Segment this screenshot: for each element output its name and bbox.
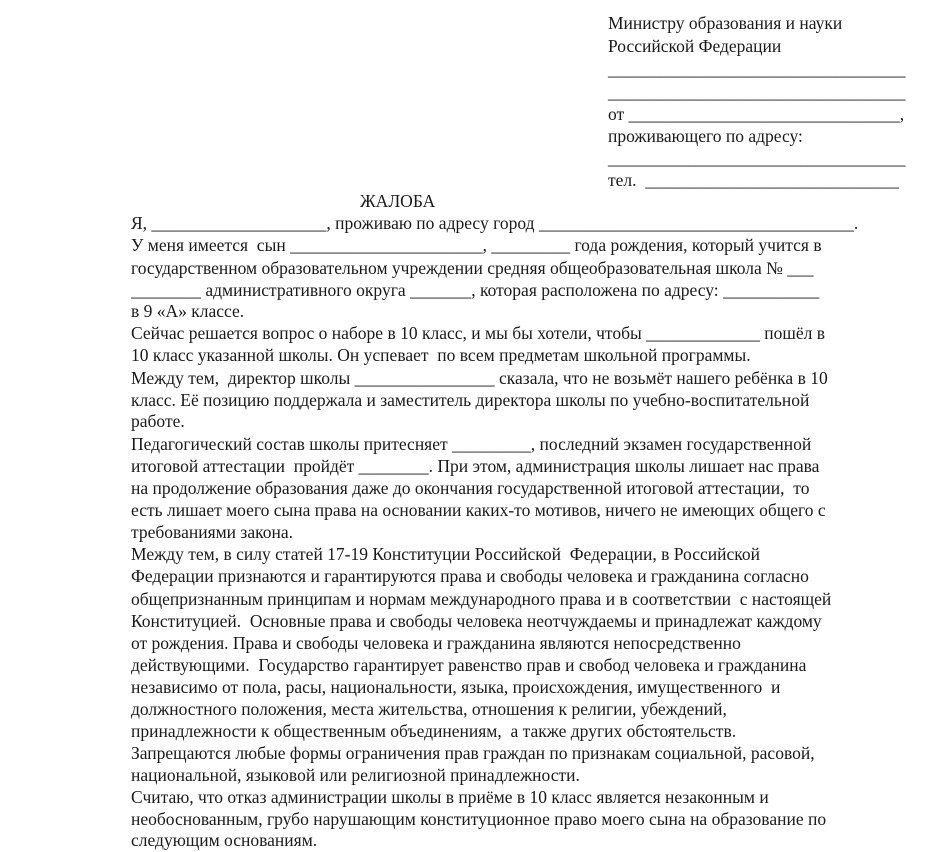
sender-address-blank: __________________________________ — [608, 148, 906, 168]
body-line: от рождения. Права и свободы человека и гражданина являются непосредственно — [131, 633, 741, 653]
body-line: действующими. Государство гарантирует равенство прав и свобод человека и гражданина — [131, 655, 807, 675]
body-line: 10 класс указанной школы. Он успевает по всем предметам школьной программы. — [131, 345, 751, 365]
body-line: необоснованным, грубо нарушающим конституционное право моего сына на образование по — [131, 809, 827, 829]
body-line: Сейчас решается вопрос о наборе в 10 класс, и мы бы хотели, чтобы _____________ пошёл в — [131, 323, 825, 343]
body-line: итоговой аттестации пройдёт ________. При этом, администрация школы лишает нас права — [131, 456, 820, 476]
body-line: класс. Её позицию поддержала и заместитель директора школы по учебно-воспитательной — [131, 390, 810, 410]
body-line: на продолжение образования даже до окончания государственной итоговой аттестации, то — [131, 478, 810, 498]
body-line: общепризнанным принципам и нормам международного права и в соответствии с настоящей — [131, 589, 832, 609]
addressee-line-2: Российской Федерации — [608, 36, 782, 56]
body-line: работе. — [131, 411, 185, 431]
body-line: Запрещаются любые формы ограничения прав граждан по признакам социальной, расовой, — [131, 743, 815, 763]
body-line: независимо от пола, расы, национальности, языка, происхождения, имущественного и — [131, 677, 781, 697]
addressee-blank-line-2: __________________________________ — [608, 82, 906, 102]
body-line: Между тем, в силу статей 17-19 Конституции Российской Федерации, в Российской — [131, 544, 760, 564]
sender-phone-line: тел. _____________________________ — [608, 170, 900, 190]
body-line: Педагогический состав школы притесняет _________, последний экзамен государственной — [131, 434, 812, 454]
body-line: Считаю, что отказ администрации школы в приёме в 10 класс является незаконным и — [131, 787, 769, 807]
sender-address-label: проживающего по адресу: — [608, 126, 803, 146]
body-line: должностного положения, места жительства, отношения к религии, убеждений, — [131, 699, 727, 719]
addressee-blank-line-1: __________________________________ — [608, 59, 906, 79]
document-title: ЖАЛОБА — [360, 191, 436, 211]
body-line: требованиями закона. — [131, 522, 293, 542]
body-line: в 9 «А» классе. — [131, 301, 245, 321]
body-line: Я, ____________________, проживаю по адресу город ____________________________________. — [131, 213, 859, 233]
body-line: Федерации признаются и гарантируются права и свободы человека и гражданина согласно — [131, 566, 809, 586]
body-line: У меня имеется сын ______________________, _________ года рождения, который учится в — [131, 235, 822, 255]
body-line: Конституцией. Основные права и свободы человека неотчуждаемы и принадлежат каждому — [131, 611, 822, 631]
body-line: национальной, языковой или религиозной принадлежности. — [131, 765, 580, 785]
body-line: следующим основаниям. — [131, 830, 318, 850]
body-line: государственном образовательном учреждении средняя общеобразовательная школа № ___ — [131, 258, 814, 278]
body-line: есть лишает моего сына права на основании каких-то мотивов, ничего не имеющих общего с — [131, 500, 826, 520]
addressee-line-1: Министру образования и науки — [608, 13, 843, 33]
sender-from-line: от _______________________________, — [608, 104, 905, 124]
body-line: принадлежности к общественным объединениям, а также других обстоятельств. — [131, 721, 737, 741]
body-line: ________ административного округа _______, которая расположена по адресу: ___________ — [131, 280, 820, 300]
body-line: Между тем, директор школы ________________ сказала, что не возьмёт нашего ребёнка в 10 — [131, 368, 828, 388]
